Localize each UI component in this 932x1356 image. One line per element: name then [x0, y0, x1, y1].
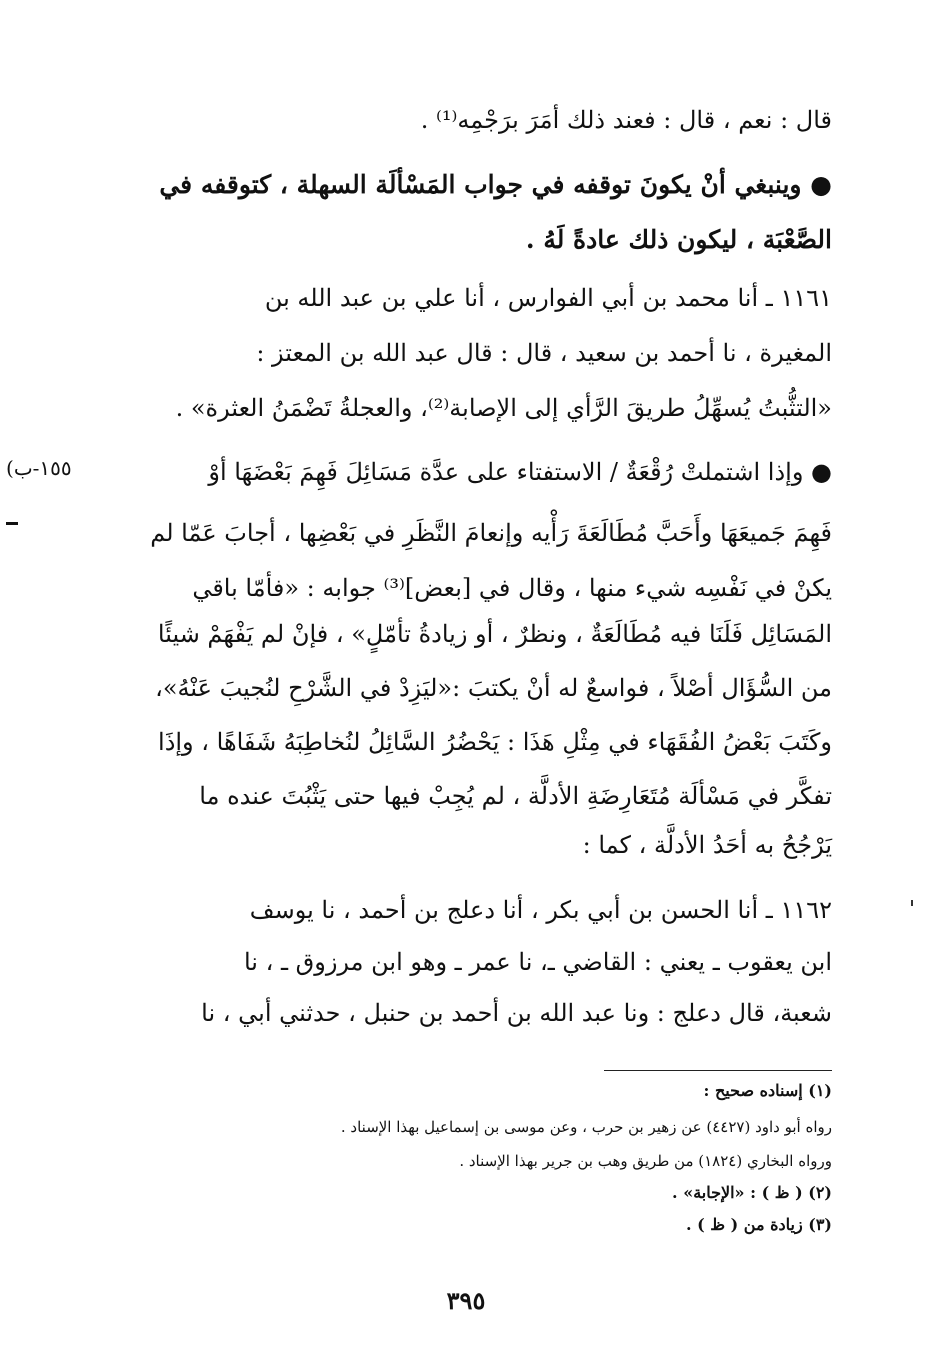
text-line-4: ١١٦١ ـ أنا محمد بن أبي الفوارس ، أنا علي بن عبد الله بن: [264, 284, 832, 312]
margin-tick: [911, 900, 913, 906]
text-line-10: المَسَائِل فَلَنَا فيه مُطَالَعَةٌ ، ونظرٌ ، أو زيادةُ تأمّلٍ» ، فإنْ لم يَفْهَمْ شيئًا: [157, 620, 832, 648]
text-line-1: قال : نعم ، قال : فعند ذلك أمَرَ برَجْمِه⁽¹⁾ .: [420, 106, 832, 134]
text-line-11: من السُّؤَال أصْلاً ، فواسعٌ له أنْ يكتبَ :«ليَزِدْ في الشَّرْحِ لنُجيبَ عَنْهُ»،: [155, 674, 832, 702]
text-line-6: «التثُّبتُ يُسهِّلُ طريقَ الرَّأي إلى الإصابة⁽²⁾، والعجلةُ تَضْمَنُ العثرة» .: [175, 394, 832, 422]
text-line-12: وكَتَبَ بَعْضُ الفُقَهَاء في مِثْلِ هَذَا : يَحْضُرُ السَّائِلُ لنُخاطِبَهُ شَفَاهًا ، وإذَا: [158, 728, 832, 756]
footnote-1-line-1: رواه أبو داود (٤٤٢٧) عن زهير بن حرب ، وعن موسى بن إسماعيل بهذا الإسناد .: [340, 1118, 832, 1136]
footnote-separator: [604, 1070, 832, 1071]
margin-dash: [6, 522, 18, 525]
footnote-2: (٢) ( ظ ) : «الإجابة» .: [672, 1183, 832, 1202]
text-line-15: ١١٦٢ ـ أنا الحسن بن أبي بكر ، أنا دعلج بن أحمد ، نا يوسف: [249, 896, 832, 924]
text-line-3: الصَّعْبَة ، ليكون ذلك عادةً لَهُ .: [525, 225, 832, 254]
margin-folio-note: (١٥٥-ب: [6, 456, 72, 480]
text-line-2: ● وينبغي أنْ يكونَ توقفه في جواب المَسْألَة السهلة ، كتوقفه في: [159, 170, 832, 199]
text-line-16: ابن يعقوب ـ يعني : القاضي ـ، نا عمر ـ وهو ابن مرزوق ـ ، نا: [243, 948, 832, 976]
text-line-7: ● وإذا اشتملتْ رُقْعَةٌ / الاستفتاء على عدَّة مَسَائِلَ فَهِمَ بَعْضَهَا أوْ: [208, 458, 832, 486]
footnote-3: (٣) زيادة من ( ظ ) .: [686, 1215, 832, 1234]
text-line-13: تفكَّر في مَسْألَة مُتَعَارِضَةِ الأدلَّة ، لم يُجِبْ فيها حتى يَثْبُتَ عنده ما: [199, 782, 832, 810]
page-number: ٣٩٥: [446, 1286, 486, 1315]
text-line-14: يَرْجُحُ به أحَدُ الأدلَّة ، كما :: [582, 831, 832, 859]
text-line-5: المغيرة ، نا أحمد بن سعيد ، قال : قال عبد الله بن المعتز :: [256, 339, 832, 367]
text-line-9: يكنْ في نَفْسِه شيء منها ، وقال في [بعض]⁽³⁾ جوابه : «فأمّا باقي: [192, 574, 832, 602]
text-line-8: فَهِمَ جَميعَهَا وأَحَبَّ مُطَالَعَةَ رَأْيه وإنعامَ النَّظَرِ في بَعْضِها ، أجابَ عَمّا لم: [150, 519, 832, 547]
text-line-17: شعبة، قال دعلج : ونا عبد الله بن أحمد بن حنبل ، حدثني أبي ، نا: [201, 999, 832, 1027]
footnote-1-heading: (١) إسناده صحيح :: [703, 1081, 832, 1100]
footnote-1-line-2: ورواه البخاري (١٨٢٤) من طريق وهب بن جرير بهذا الإسناد .: [459, 1152, 832, 1170]
